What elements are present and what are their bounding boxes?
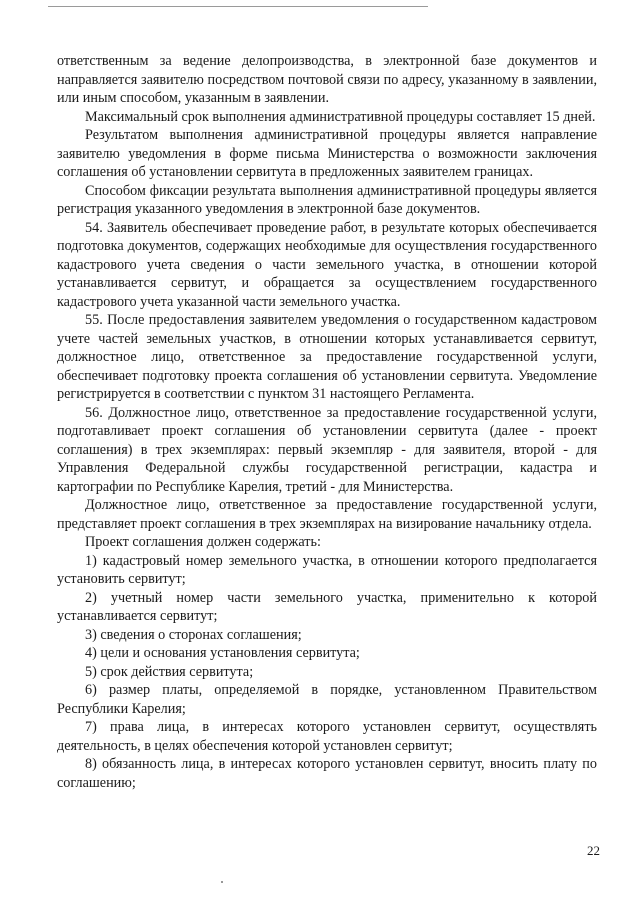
scan-speck [221,881,223,883]
paragraph: Максимальный срок выполнения административной процедуры составляет 15 дней. [85,108,596,125]
paragraph: 56. Должностное лицо, ответственное за предоставление государственной услуги, подготавливает проект соглашения об установлении сервитута (далее - проект соглашения) в трех экземплярах: первый экземпляр - для заявителя, второй - для Управления Федеральной службы государственной регистрации, кадастра и картографии по Республике Карелия, третий - для Министерства. [57,404,597,495]
paragraph: 3) сведения о сторонах соглашения; [85,626,302,643]
paragraph: 5) срок действия сервитута; [85,663,254,680]
paragraph: 54. Заявитель обеспечивает проведение работ, в результате которых обеспечивается подготовка документов, содержащих необходимые для осуществления государственного кадастрового учета сведения о части земельного участка, в отношении которой устанавливается сервитут, и обращается за осуществлением государственного кадастрового учета указанной части земельного участка. [57,219,597,310]
paragraph: 1) кадастровый номер земельного участка, в отношении которого предполагается установить сервитут; [57,552,597,587]
paragraph: 8) обязанность лица, в интересах которого установлен сервитут, вносить плату по соглашению; [57,756,597,791]
paragraph: ответственным за ведение делопроизводства, в электронной базе документов и направляется заявителю посредством почтовой связи по адресу, указанному в заявлении, или иным способом, указанным в заявлении. [57,53,597,106]
paragraph: 2) учетный номер части земельного участка, применительно к которой устанавливается сервитут; [57,589,597,624]
paragraph: 4) цели и основания установления сервитута; [85,645,360,661]
paragraph: Должностное лицо, ответственное за предоставление государственной услуги, представляет проект соглашения в трех экземплярах на визирование начальнику отдела. [57,497,597,532]
paragraph: Проект соглашения должен содержать: [85,534,321,550]
document-body [57,52,597,792]
paragraph: Результатом выполнения административной процедуры является направление заявителю уведомления в форме письма Министерства о возможности заключения соглашения об установлении сервитута в предложенных заявителем границах. [57,127,597,180]
paragraph: Способом фиксации результата выполнения административной процедуры является регистрация указанного уведомления в электронной базе документов. [57,182,597,217]
paragraph: 7) права лица, в интересах которого установлен сервитут, осуществлять деятельность, в целях обеспечения которой установлен сервитут; [57,719,597,754]
paragraph: 6) размер платы, определяемой в порядке, установленном Правительством Республики Карелия; [57,682,597,717]
page-number: 22 [587,843,600,858]
paragraph: 55. После предоставления заявителем уведомления о государственном кадастровом учете частей земельных участков, в отношении которых устанавливается сервитут, должностное лицо, ответственное за предоставление государственной услуги, обеспечивает подготовку проекта соглашения об установлении сервитута. Уведомление регистрируется в соответствии с пунктом 31 настоящего Регламента. [57,312,597,402]
top-scan-rule [48,6,428,7]
